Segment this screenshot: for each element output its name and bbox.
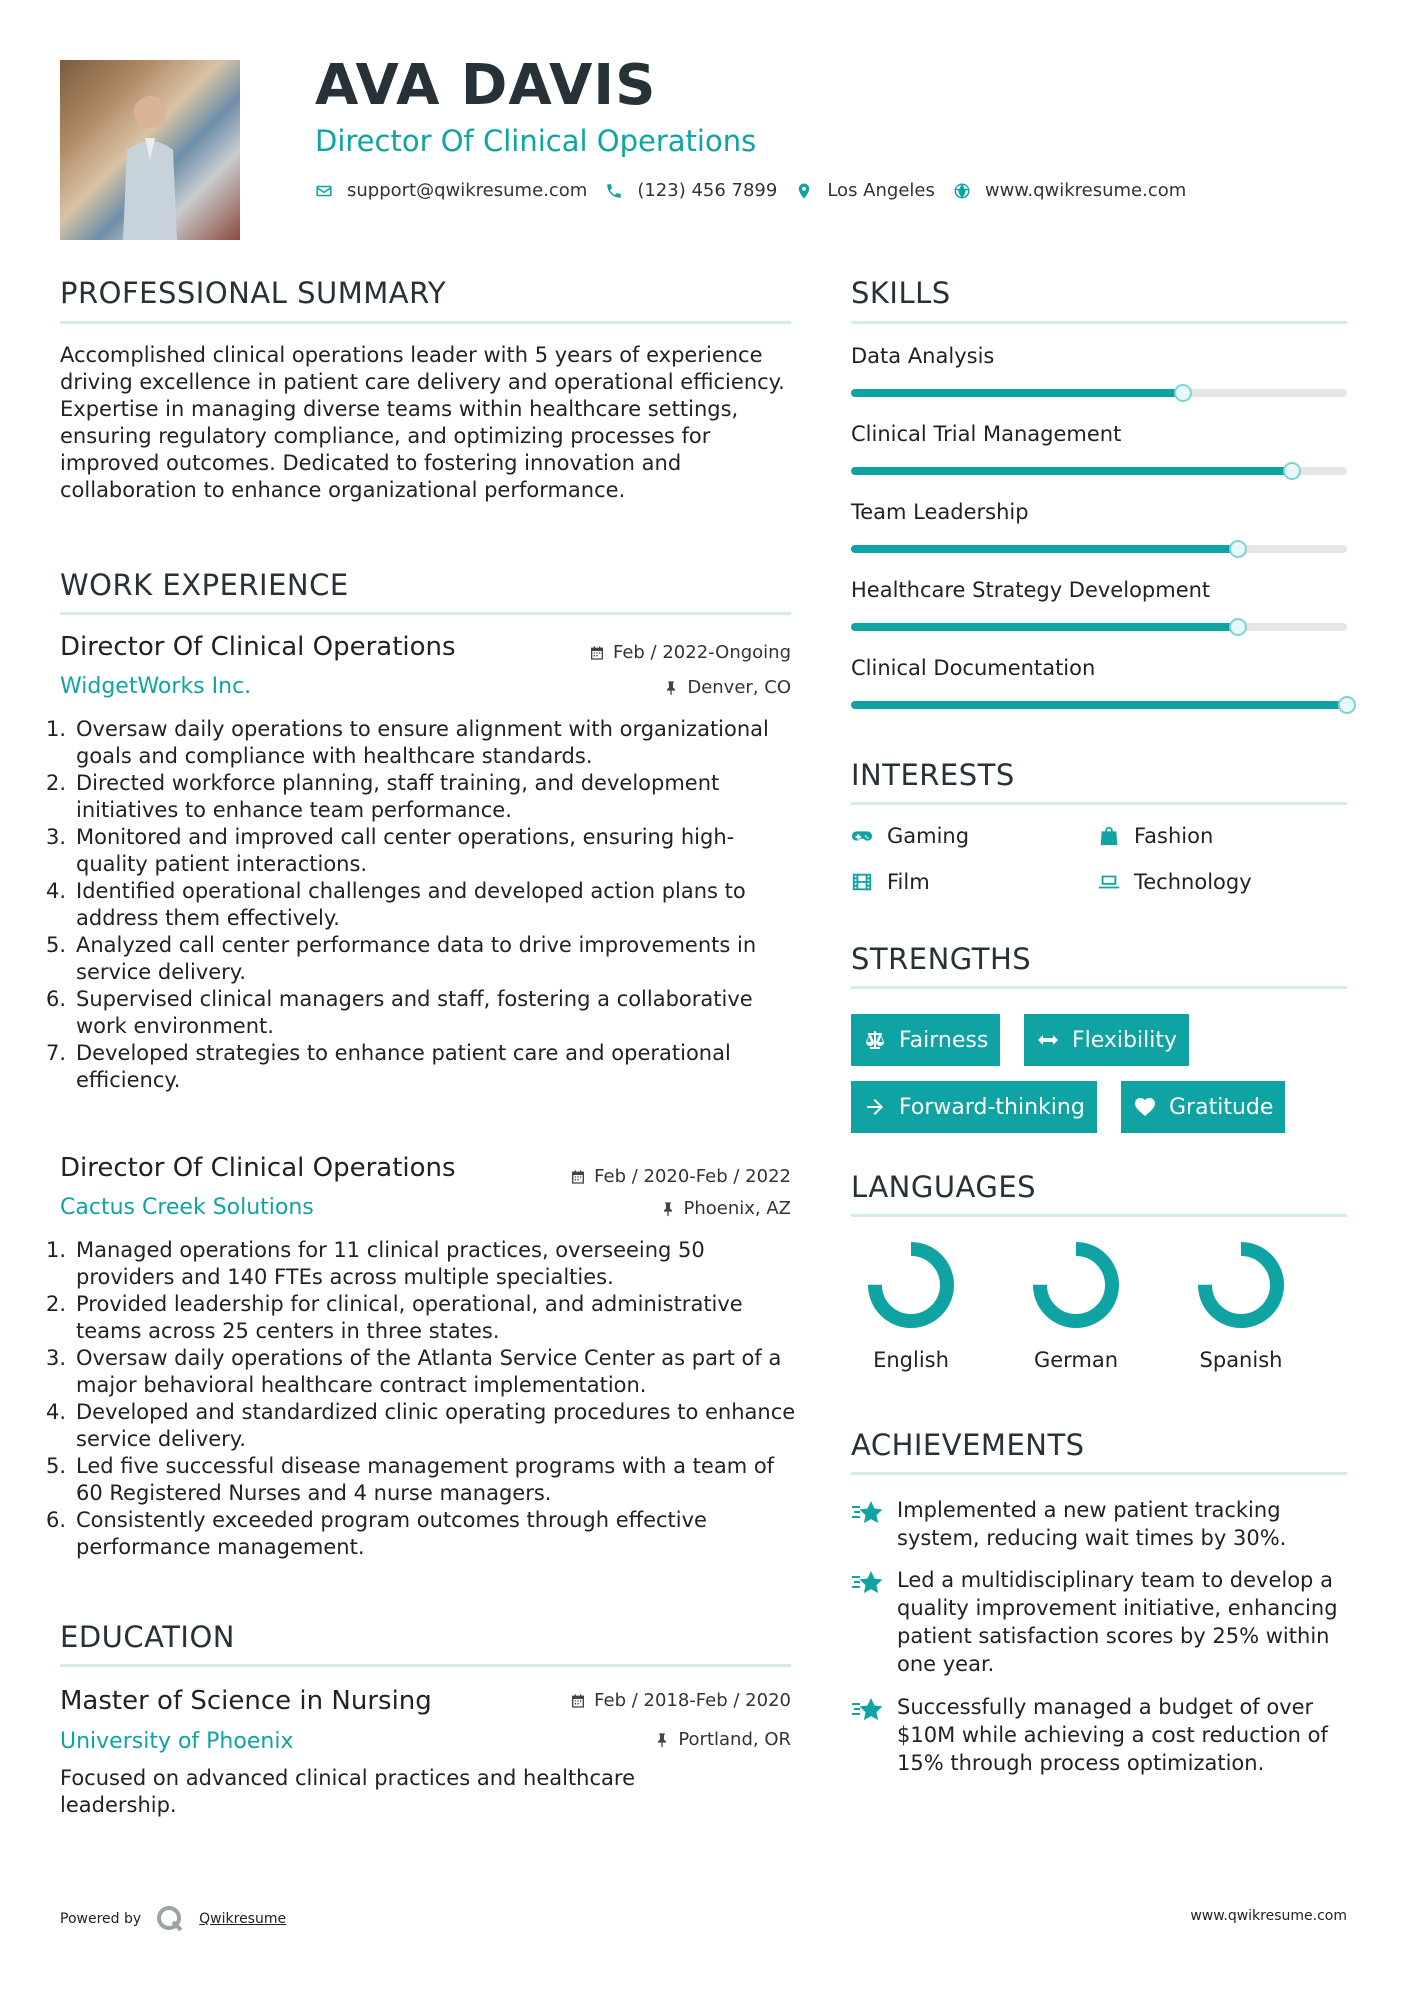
map-pin-icon: [795, 182, 813, 200]
job-dates: [589, 642, 791, 663]
job-dates-text: Feb / 2022-Ongoing: [612, 642, 791, 663]
skills-heading: SKILLS: [851, 276, 951, 310]
bullet-text: Consistently exceeded program outcomes through effective performance management.: [76, 1508, 707, 1559]
achievement-item: [851, 1566, 1347, 1678]
skill-bar-fill: [851, 545, 1238, 553]
job-title: Director Of Clinical Operations: [60, 632, 456, 662]
list-item: 1. Managed operations for 11 clinical practices, overseeing 50 providers and 140 FTEs across multiple specialties.: [46, 1238, 705, 1289]
job-bullets: [46, 716, 797, 1094]
contact-bar: [315, 180, 1204, 201]
contact-phone[interactable]: [605, 180, 777, 201]
degree-title: Master of Science in Nursing: [60, 1686, 432, 1716]
summary-divider: [60, 321, 791, 324]
interests-heading: INTERESTS: [851, 758, 1015, 792]
location-text: Los Angeles: [827, 180, 935, 201]
profile-photo: [60, 60, 240, 240]
interests-divider: [851, 802, 1347, 805]
calendar-icon: [570, 1693, 586, 1709]
bullet-text: Analyzed call center performance data to drive improvements in service delivery.: [76, 933, 757, 984]
star-achievement-icon: [851, 1695, 885, 1725]
email-text: support@qwikresume.com: [347, 180, 588, 201]
language-item: [1181, 1240, 1301, 1372]
skill-bar-knob: [1283, 462, 1301, 480]
company-name: WidgetWorks Inc.: [60, 674, 252, 699]
summary-heading: PROFESSIONAL SUMMARY: [60, 276, 447, 310]
job-location: [663, 677, 791, 698]
skill-bar-fill: [851, 623, 1238, 631]
strength-badge: [851, 1081, 1097, 1133]
envelope-icon: [315, 182, 333, 200]
strengths-divider: [851, 986, 1347, 989]
achievement-item: [851, 1496, 1347, 1552]
list-item: 4. Identified operational challenges and developed action plans to address them effectively.: [46, 879, 746, 930]
skills-divider: [851, 321, 1347, 324]
strength-badge: [1121, 1081, 1285, 1133]
interest-item: [851, 824, 969, 848]
shopping-bag-icon: [1098, 825, 1120, 847]
interest-label: Film: [887, 870, 930, 894]
candidate-title: Director Of Clinical Operations: [315, 124, 757, 158]
skill-bar: [851, 467, 1347, 475]
brand-link[interactable]: Qwikresume: [199, 1911, 287, 1927]
language-ring: [866, 1240, 956, 1330]
person-silhouette: [115, 90, 185, 240]
bullet-text: Provided leadership for clinical, operational, and administrative teams across 25 centers in three states.: [76, 1292, 743, 1343]
skill-bar: [851, 545, 1347, 553]
candidate-name: AVA DAVIS: [315, 53, 657, 118]
education-location: [654, 1729, 791, 1750]
skill-name: Team Leadership: [851, 500, 1029, 524]
powered-by-text: Powered by: [60, 1911, 142, 1927]
strengths-heading: STRENGTHS: [851, 942, 1032, 976]
globe-icon: [953, 182, 971, 200]
interest-item: [851, 870, 930, 894]
laptop-icon: [1098, 871, 1120, 893]
heart-icon: [1133, 1095, 1157, 1119]
school-name: University of Phoenix: [60, 1729, 294, 1754]
strength-label: Gratitude: [1169, 1094, 1274, 1120]
list-item: 3. Oversaw daily operations of the Atlanta Service Center as part of a major behavioral healthcare contract implementation.: [46, 1346, 782, 1397]
film-icon: [851, 871, 873, 893]
education-heading: EDUCATION: [60, 1620, 236, 1654]
languages-divider: [851, 1214, 1347, 1217]
star-achievement-icon: [851, 1568, 885, 1598]
balance-scale-icon: [863, 1028, 887, 1052]
strength-badge: [1024, 1014, 1189, 1066]
pushpin-icon: [660, 1201, 676, 1217]
phone-text: (123) 456 7899: [637, 180, 778, 201]
interest-item: [1098, 824, 1213, 848]
education-divider: [60, 1664, 791, 1667]
skill-bar-fill: [851, 701, 1347, 709]
skill-bar-fill: [851, 389, 1183, 397]
contact-location: [795, 180, 935, 201]
skill-bar-knob: [1338, 696, 1356, 714]
bullet-text: Developed strategies to enhance patient care and operational efficiency.: [76, 1041, 731, 1092]
star-achievement-icon: [851, 1498, 885, 1528]
strength-label: Forward-thinking: [899, 1094, 1085, 1120]
bullet-text: Supervised clinical managers and staff, fostering a collaborative work environment.: [76, 987, 753, 1038]
skill-bar: [851, 389, 1347, 397]
achievements-heading: ACHIEVEMENTS: [851, 1428, 1085, 1462]
list-item: 2. Directed workforce planning, staff training, and development initiatives to enhance team performance.: [46, 771, 720, 822]
list-item: 7. Developed strategies to enhance patient care and operational efficiency.: [46, 1041, 731, 1092]
strength-label: Flexibility: [1072, 1027, 1177, 1053]
calendar-icon: [570, 1169, 586, 1185]
skill-name: Clinical Trial Management: [851, 422, 1122, 446]
achievement-text: Led a multidisciplinary team to develop a quality improvement initiative, enhancing patient satisfaction scores by 25% within one year.: [897, 1568, 1338, 1676]
achievements-divider: [851, 1472, 1347, 1475]
job-title: Director Of Clinical Operations: [60, 1153, 456, 1183]
bullet-text: Led five successful disease management programs with a team of 60 Registered Nurses and 4 nurse managers.: [76, 1454, 775, 1505]
achievement-text: Successfully managed a budget of over $10M while achieving a cost reduction of 15% through process optimization.: [897, 1695, 1328, 1775]
education-location-text: Portland, OR: [678, 1729, 791, 1750]
interest-label: Technology: [1134, 870, 1252, 894]
skill-bar-knob: [1229, 618, 1247, 636]
experience-divider: [60, 612, 791, 615]
language-name: English: [873, 1348, 949, 1372]
bullet-text: Oversaw daily operations of the Atlanta Service Center as part of a major behavioral healthcare contract implementation.: [76, 1346, 782, 1397]
pushpin-icon: [654, 1732, 670, 1748]
job-location-text: Phoenix, AZ: [683, 1198, 791, 1219]
contact-email[interactable]: [315, 180, 587, 201]
footer-site-link[interactable]: www.qwikresume.com: [1190, 1908, 1347, 1924]
language-name: Spanish: [1199, 1348, 1283, 1372]
achievement-text: Implemented a new patient tracking system, reducing wait times by 30%.: [897, 1498, 1287, 1550]
interest-label: Fashion: [1134, 824, 1214, 848]
contact-website[interactable]: [953, 180, 1186, 201]
list-item: 2. Provided leadership for clinical, operational, and administrative teams across 25 centers in three states.: [46, 1292, 743, 1343]
list-item: 5. Led five successful disease management programs with a team of 60 Registered Nurses and 4 nurse managers.: [46, 1454, 775, 1505]
skill-bar: [851, 701, 1347, 709]
education-dates: [570, 1690, 791, 1711]
calendar-icon: [589, 645, 605, 661]
job-dates-text: Feb / 2020-Feb / 2022: [594, 1166, 791, 1187]
gamepad-icon: [851, 825, 873, 847]
education-dates-text: Feb / 2018-Feb / 2020: [594, 1690, 791, 1711]
list-item: 3. Monitored and improved call center operations, ensuring high-quality patient interactions.: [46, 825, 735, 876]
experience-heading: WORK EXPERIENCE: [60, 568, 349, 602]
language-item: [851, 1240, 971, 1372]
skill-bar-fill: [851, 467, 1292, 475]
skill-name: Healthcare Strategy Development: [851, 578, 1211, 602]
list-item: 6. Supervised clinical managers and staff, fostering a collaborative work environment.: [46, 987, 753, 1038]
list-item: 4. Developed and standardized clinic operating procedures to enhance service delivery.: [46, 1400, 796, 1451]
achievement-item: [851, 1693, 1347, 1777]
language-item: [1016, 1240, 1136, 1372]
language-ring: [1196, 1240, 1286, 1330]
bullet-text: Developed and standardized clinic operating procedures to enhance service delivery.: [76, 1400, 796, 1451]
skill-bar: [851, 623, 1347, 631]
list-item: 6. Consistently exceeded program outcomes through effective performance management.: [46, 1508, 707, 1559]
strength-badge: [851, 1014, 1000, 1066]
pushpin-icon: [663, 680, 679, 696]
list-item: 5. Analyzed call center performance data to drive improvements in service delivery.: [46, 933, 757, 984]
qwikresume-logo-icon: [155, 1904, 185, 1934]
arrows-horizontal-icon: [1036, 1028, 1060, 1052]
bullet-text: Directed workforce planning, staff training, and development initiatives to enhance team performance.: [76, 771, 720, 822]
job-dates: [570, 1166, 791, 1187]
language-ring: [1031, 1240, 1121, 1330]
interest-label: Gaming: [887, 824, 970, 848]
skill-bar-knob: [1174, 384, 1192, 402]
summary-text: Accomplished clinical operations leader with 5 years of experience driving excellence in patient care delivery and operational efficiency. Expertise in managing diverse teams within healthcare settings, ensuring regulatory compliance, and optimizing processes for improved outcomes. Dedicated to fostering innovation and collaboration to enhance organizational performance.: [60, 343, 785, 502]
job-location-text: Denver, CO: [687, 677, 791, 698]
language-name: German: [1033, 1348, 1119, 1372]
skill-name: Data Analysis: [851, 344, 995, 368]
interest-item: [1098, 870, 1252, 894]
footer-powered-by: [60, 1904, 286, 1934]
job-bullets: [46, 1237, 797, 1561]
company-name: Cactus Creek Solutions: [60, 1195, 314, 1220]
skill-bar-knob: [1229, 540, 1247, 558]
phone-icon: [605, 182, 623, 200]
bullet-text: Monitored and improved call center operations, ensuring high-quality patient interactions.: [76, 825, 735, 876]
arrow-right-icon: [863, 1095, 887, 1119]
education-description: Focused on advanced clinical practices and healthcare leadership.: [60, 1766, 635, 1817]
skill-name: Clinical Documentation: [851, 656, 1096, 680]
job-location: [660, 1198, 792, 1219]
bullet-text: Oversaw daily operations to ensure alignment with organizational goals and compliance with healthcare standards.: [76, 717, 769, 768]
languages-heading: LANGUAGES: [851, 1170, 1037, 1204]
website-text: www.qwikresume.com: [984, 180, 1187, 201]
list-item: 1. Oversaw daily operations to ensure alignment with organizational goals and compliance with healthcare standards.: [46, 717, 769, 768]
bullet-text: Managed operations for 11 clinical practices, overseeing 50 providers and 140 FTEs across multiple specialties.: [76, 1238, 705, 1289]
bullet-text: Identified operational challenges and developed action plans to address them effectively.: [76, 879, 746, 930]
strength-label: Fairness: [899, 1027, 989, 1053]
